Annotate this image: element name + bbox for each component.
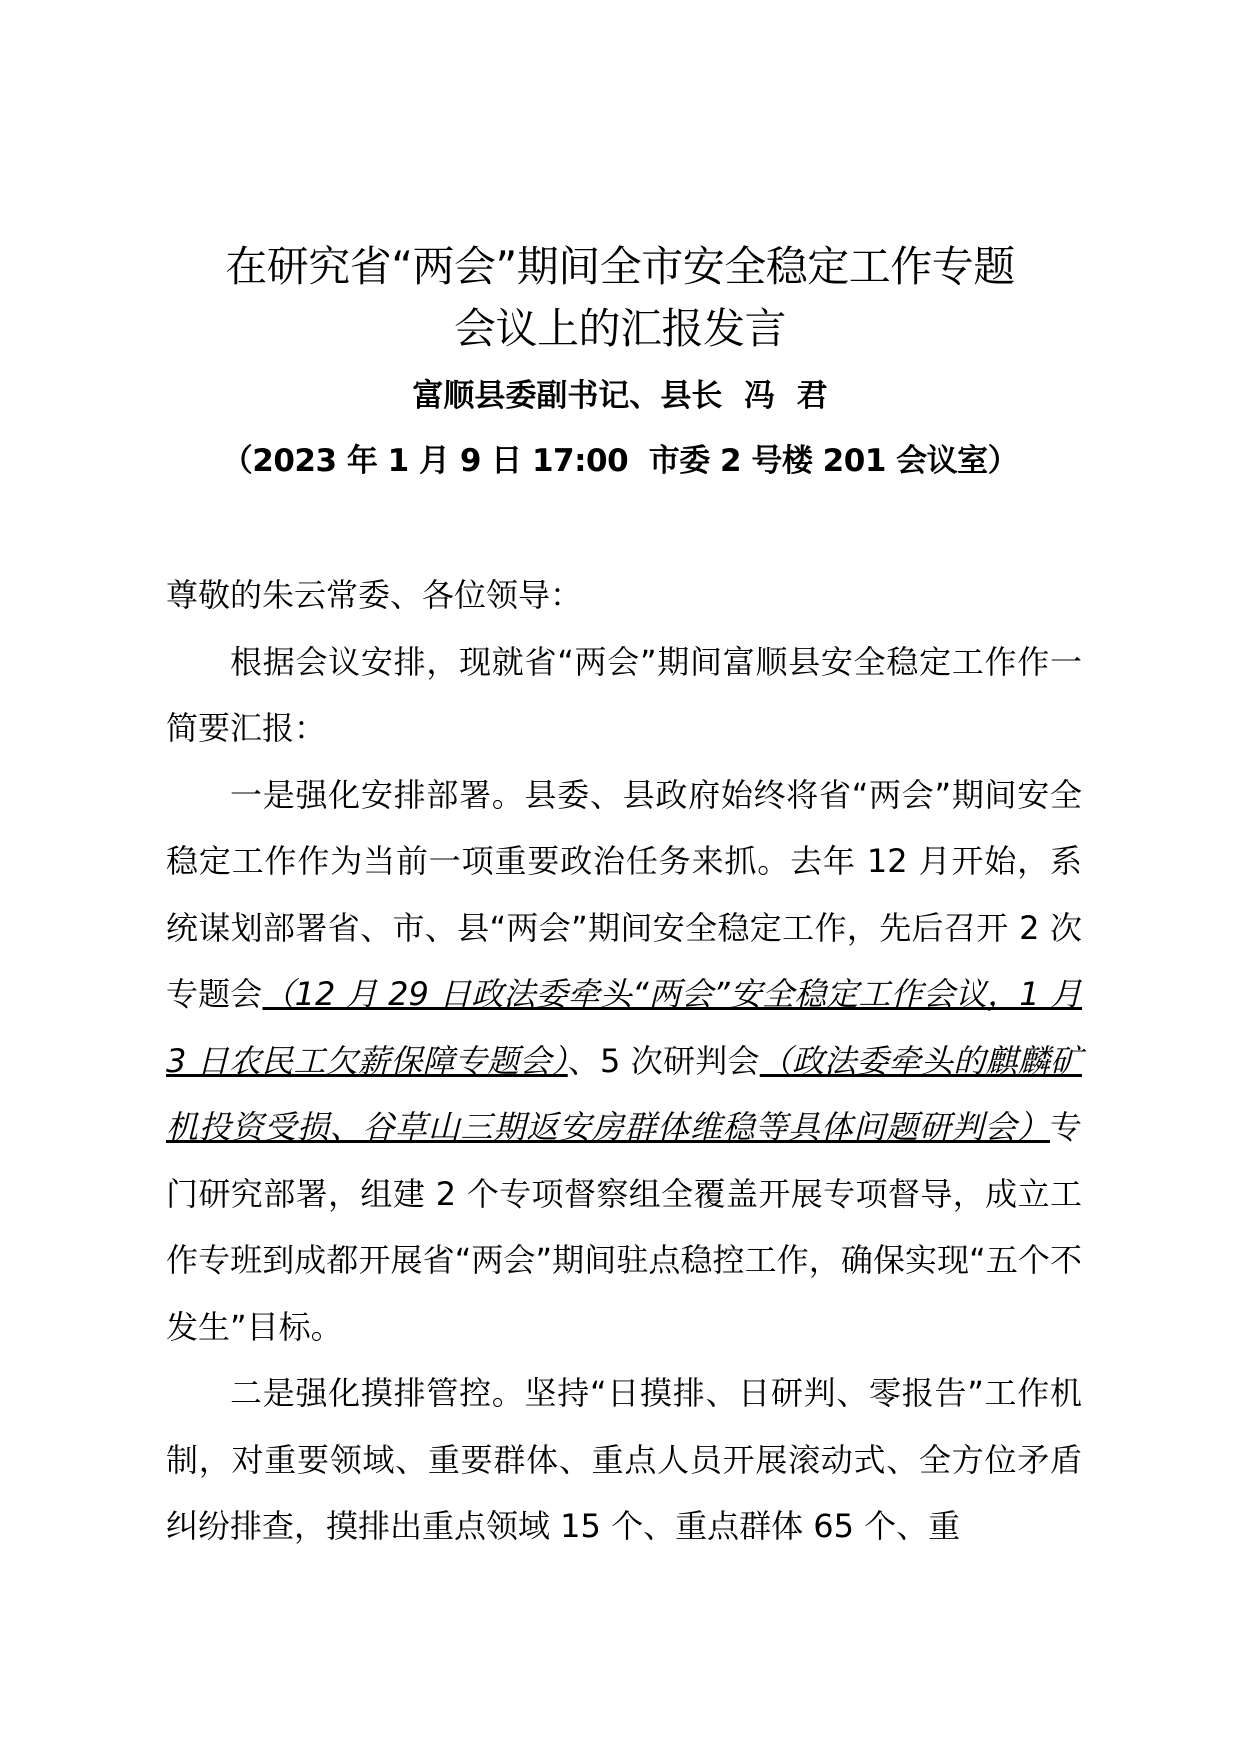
paragraph-deployment-text-b: 、5 次研判会 [567, 1041, 760, 1080]
paragraph-deployment-text-c: 专门研究部署，组建 2 个专项督察组全覆盖开展专项督导，成立工作专班到成都开展省“两会”期间驻点稳控工作，确保实现“五个不发生”目标。 [166, 1108, 1082, 1346]
paragraph-deployment [166, 762, 1082, 1361]
salutation: 尊敬的朱云常委、各位领导： [166, 576, 583, 614]
meeting-note-1: （12 月 29 日政法委牵头“两会”安全稳定工作会议，1 月 3 日农民工欠薪保障专题会） [166, 975, 1082, 1080]
title-line-2: 会议上的汇报发言 [453, 304, 786, 353]
paragraph-deployment-text-a: 一是强化安排部署。县委、县政府始终将省“两会”期间安全稳定工作作为当前一项重要政治任务来抓。去年 12 月开始，系统谋划部署省、市、县“两会”期间安全稳定工作，先后召开 2 次专题会 [166, 775, 1082, 1013]
document-title [150, 236, 1090, 360]
speaker-byline: 富顺县委副书记、县长 冯 君 [412, 378, 828, 414]
paragraph-screening: 二是强化摸排管控。坚持“日摸排、日研判、零报告”工作机制，对重要领域、重要群体、重点人员开展滚动式、全方位矛盾纠纷排查，摸排出重点领域 15 个、重点群体 65 个、重 [166, 1374, 1082, 1545]
meeting-time-location: （2023 年 1 月 9 日 17:00 市委 2 号楼 201 会议室） [221, 443, 1019, 479]
meeting-note-2: （政法委牵头的麒麟矿机投资受损、谷草山三期返安房群体维稳等具体问题研判会） [166, 1041, 1082, 1146]
intro-paragraph: 根据会议安排，现就省“两会”期间富顺县安全稳定工作作一简要汇报： [166, 642, 1082, 747]
speech-body [166, 562, 1082, 1560]
title-line-1: 在研究省“两会”期间全市安全稳定工作专题 [225, 242, 1015, 291]
